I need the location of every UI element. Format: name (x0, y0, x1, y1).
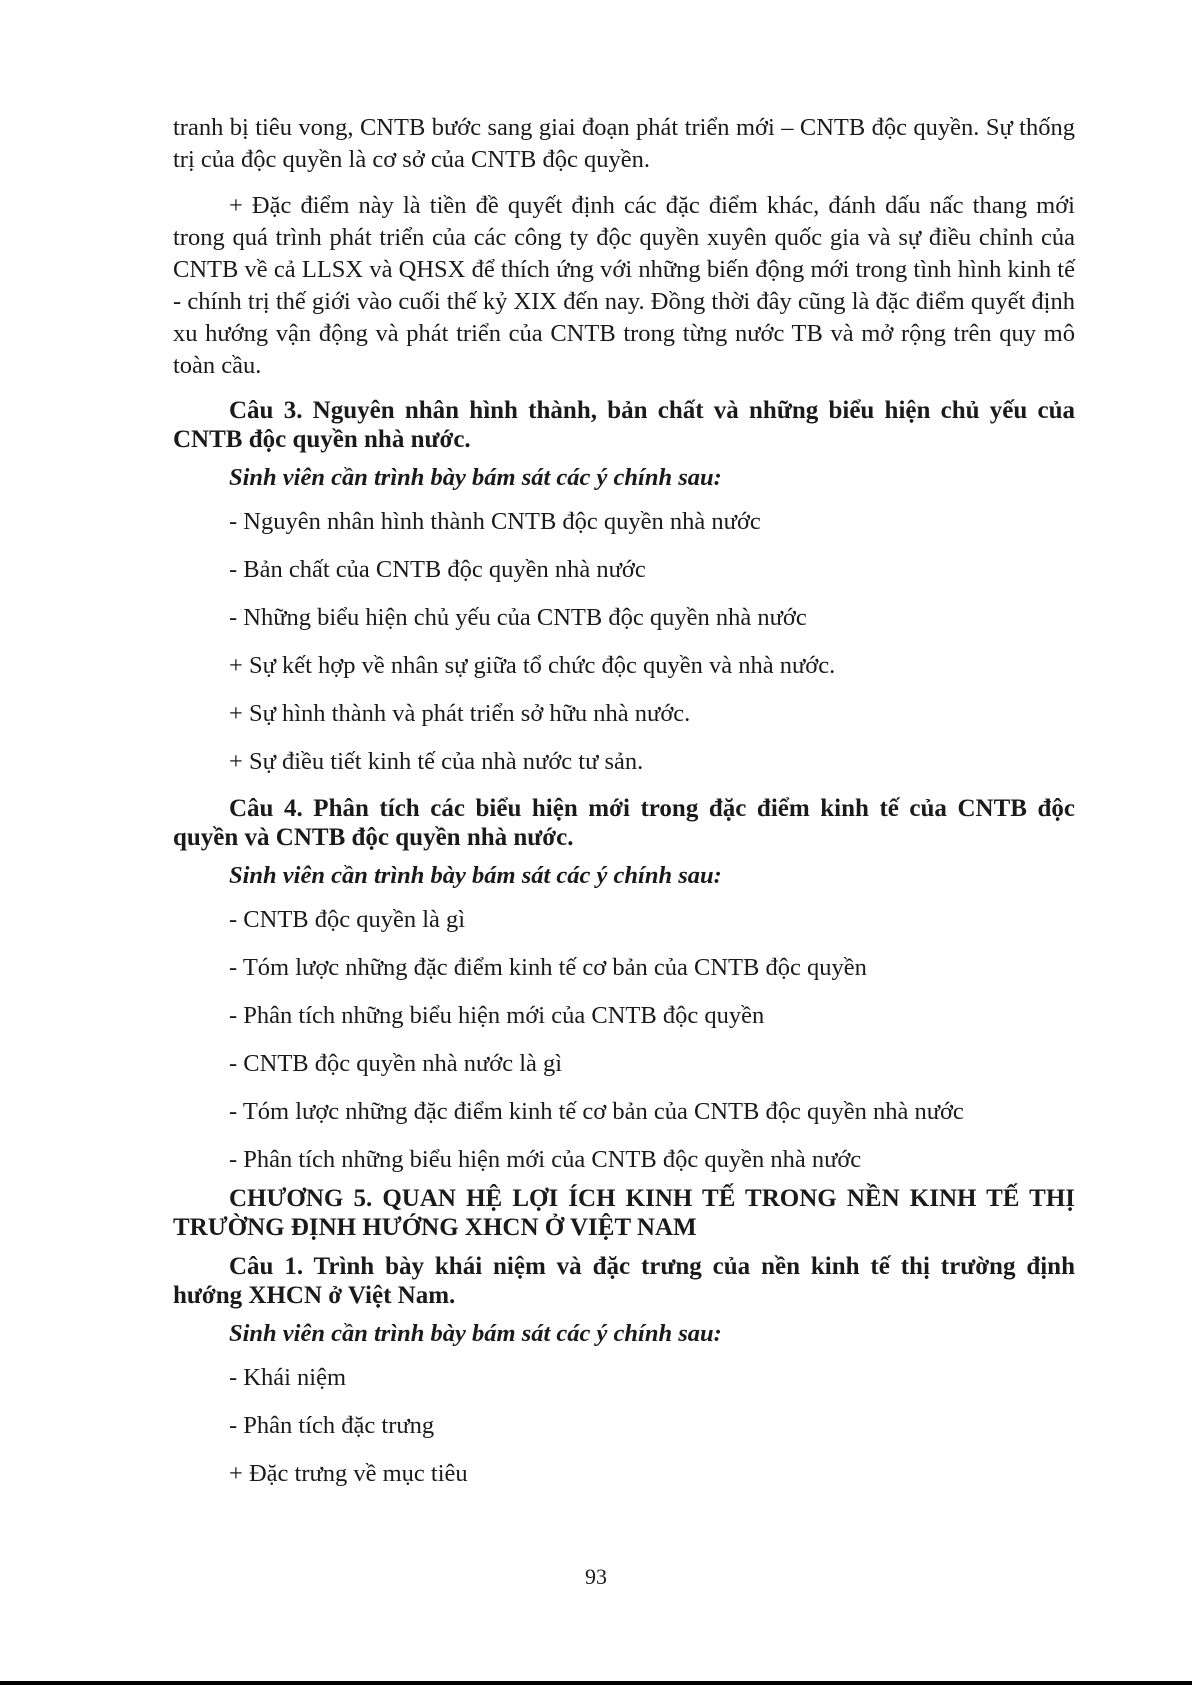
list-item: - Những biểu hiện chủ yếu của CNTB độc quyền nhà nước (229, 604, 807, 631)
list-item: + Sự điều tiết kinh tế của nhà nước tư sản. (229, 748, 644, 775)
list-item: - Tóm lược những đặc điểm kinh tế cơ bản của CNTB độc quyền nhà nước (229, 1098, 964, 1125)
list-item: - Nguyên nhân hình thành CNTB độc quyền nhà nước (229, 508, 761, 535)
question-3-heading: Câu 3. Nguyên nhân hình thành, bản chất và những biểu hiện chủ yếu của CNTB độc quyền nhà nước. (173, 397, 1075, 453)
question-3-list (173, 506, 1075, 778)
list-item: - Tóm lược những đặc điểm kinh tế cơ bản của CNTB độc quyền (229, 954, 867, 981)
chapter-5-question-1-heading: Câu 1. Trình bày khái niệm và đặc trưng của nền kinh tế thị trường định hướng XHCN ở Việt Nam. (173, 1253, 1075, 1309)
question-4-list (173, 904, 1075, 1176)
list-item: - CNTB độc quyền là gì (229, 906, 466, 933)
list-item: - Phân tích những biểu hiện mới của CNTB độc quyền nhà nước (229, 1146, 862, 1173)
list-item: - Khái niệm (229, 1364, 347, 1391)
list-item: + Đặc trưng về mục tiêu (229, 1460, 468, 1487)
list-item: - Phân tích những biểu hiện mới của CNTB độc quyền (229, 1002, 765, 1029)
paragraph-feature-premise: + Đặc điểm này là tiền đề quyết định các đặc điểm khác, đánh dấu nấc thang mới trong quá trình phát triển của các công ty độc quyền xuyên quốc gia và sự điều chỉnh của CNTB về cả LLSX và QHSX để thích ứng với những biến động mới trong tình hình kinh tế - chính trị thế giới vào cuối thế kỷ XIX đến nay. Đồng thời đây cũng là đặc điểm quyết định xu hướng vận động và phát triển của CNTB trong từng nước TB và mở rộng trên quy mô toàn cầu. (173, 192, 1075, 379)
list-item: + Sự hình thành và phát triển sở hữu nhà nước. (229, 700, 691, 727)
chapter-5-question-1-instruction: Sinh viên cần trình bày bám sát các ý chính sau: (229, 1320, 722, 1347)
list-item: - Phân tích đặc trưng (229, 1412, 435, 1439)
paragraph-continuation: tranh bị tiêu vong, CNTB bước sang giai đoạn phát triển mới – CNTB độc quyền. Sự thống trị của độc quyền là cơ sở của CNTB độc quyền. (173, 114, 1075, 173)
question-3-instruction: Sinh viên cần trình bày bám sát các ý chính sau: (229, 464, 722, 491)
document-page (173, 112, 1075, 1506)
page-number: 93 (585, 1564, 607, 1589)
question-4-instruction: Sinh viên cần trình bày bám sát các ý chính sau: (229, 862, 722, 889)
chapter-5-question-1-list (173, 1362, 1075, 1490)
question-4-heading: Câu 4. Phân tích các biểu hiện mới trong đặc điểm kinh tế của CNTB độc quyền và CNTB độc quyền nhà nước. (173, 795, 1075, 851)
chapter-5-title: CHƯƠNG 5. QUAN HỆ LỢI ÍCH KINH TẾ TRONG NỀN KINH TẾ THỊ TRƯỜNG ĐỊNH HƯỚNG XHCN Ở VIỆT NAM (173, 1185, 1075, 1241)
list-item: - CNTB độc quyền nhà nước là gì (229, 1050, 563, 1077)
page-bottom-edge (0, 1681, 1192, 1685)
list-item: - Bản chất của CNTB độc quyền nhà nước (229, 556, 646, 583)
list-item: + Sự kết hợp về nhân sự giữa tổ chức độc quyền và nhà nước. (229, 652, 836, 679)
